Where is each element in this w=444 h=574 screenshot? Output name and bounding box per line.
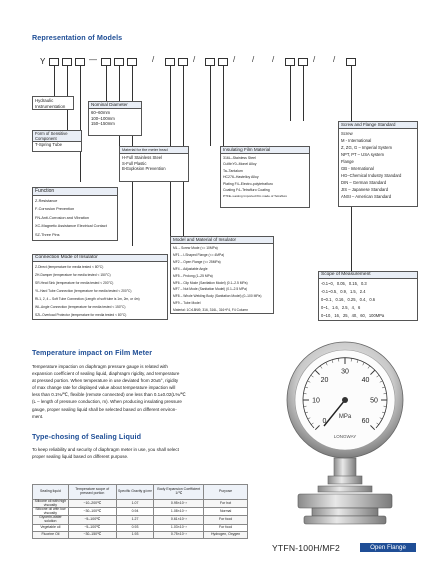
nominal-item: 100–100mm <box>91 115 115 121</box>
code-slash: / <box>233 55 236 64</box>
insulating-item: Coating F4–Tetrafluro Coating <box>223 188 270 193</box>
temperature-line: at pressed portion. When temperature in use deviated from 20±5°, rigidity <box>32 378 179 384</box>
insulating-item: 316L–Stainless Steel <box>223 156 256 160</box>
screw-item: NPT, PT – USA system <box>341 152 384 157</box>
temperature-line: Temperature impaction on diaphragm pressure gauge is related with <box>32 364 168 369</box>
connection-item: RL1, 2, 4 – Soft Tube Connection (Length of soft tube is 1m, 2m, or 4m) <box>35 297 140 301</box>
function-item: Z-Resistance <box>35 199 58 203</box>
meter-head-material-title: Material for the meter head <box>120 147 188 154</box>
gauge-tick-label: 30 <box>341 368 349 376</box>
gauge-tick-label: 10 <box>312 397 320 405</box>
sealing-liquid-table <box>32 484 248 539</box>
connection-item: ZH-Damper (temperature for media tested < 150°C) <box>35 273 111 277</box>
code-box-2 <box>62 58 72 66</box>
table-cell: −10–200℃ <box>68 500 116 508</box>
code-box-11 <box>285 58 295 66</box>
table-row <box>33 524 248 531</box>
code-box-12 <box>298 58 308 66</box>
table-cell: For food <box>204 524 248 531</box>
table-cell: Vegetable oil <box>33 524 69 531</box>
model-item: MF5 – Prolong (1–25 MPa) <box>173 273 213 278</box>
model-insulator-box <box>170 236 274 314</box>
code-slash: / <box>193 55 196 64</box>
model-item: MF4 – Adjustable Angle <box>173 266 208 271</box>
form-component-title: Form of Sensitive Component <box>33 131 81 142</box>
table-cell: −30–150℃ <box>68 531 116 538</box>
temperature-line: gauge, proper sealing liquid shall be selected based on different environ- <box>32 406 177 412</box>
code-box-3 <box>75 58 85 66</box>
temperature-line: (L – length of pressure conduction, m). When producing insulating pressure <box>32 399 182 405</box>
connection-item: YL-Hard Tube Connection (temperature for media tested < 200°C) <box>35 289 132 293</box>
connection-item: SZL-Overload Protector (temperature for media tested < 80°C) <box>35 313 127 317</box>
model-item: MF6 – Clip Mode (Sanitation Model) (0.1–2.5 MPa) <box>173 280 248 285</box>
insulating-item: CuMnY0–Monel Alloy <box>223 162 257 167</box>
material-item: H-Full Stainless Steel <box>122 155 163 160</box>
models-title: Representation of Models <box>32 33 123 42</box>
code-slash: / <box>152 55 155 64</box>
scope-item: -0.1~0.5、0.9、1.5、2.4 <box>321 289 366 295</box>
code-box-10 <box>218 58 228 66</box>
table-cell: 1.08×10⁻³ <box>154 508 204 516</box>
table-row <box>33 531 248 538</box>
connection-mode-title: Connection Mode of Insulator <box>33 255 167 262</box>
code-box-6 <box>127 58 137 66</box>
code-slash: / <box>272 55 275 64</box>
table-row <box>33 508 248 516</box>
code-box-4 <box>101 58 111 66</box>
function-item: FN-Anti-Corrosion and Vibration <box>35 215 89 220</box>
table-cell: 0.95×10⁻³ <box>154 500 204 508</box>
scope-item: -0.1~0、0.05、0.15、0.3 <box>321 281 367 286</box>
column-header: Purpose <box>204 485 248 500</box>
temperature-paragraph <box>32 363 247 420</box>
table-header-row <box>33 485 248 500</box>
hydraulic-line-2: Instrumentation <box>35 103 66 109</box>
model-item: MF7 – Nut Mode (Sanitation Model) (0.1–2.5 MPa) <box>173 287 248 292</box>
code-box-5 <box>114 58 124 66</box>
screw-item: DIN – German Standard <box>341 180 387 185</box>
material-item: S-Full Plastic <box>122 160 147 166</box>
table-row <box>33 516 248 524</box>
meter-head-material-box <box>119 146 189 182</box>
screw-flange-box <box>338 121 418 207</box>
table-cell: −5–100℃ <box>68 524 116 531</box>
code-dash: — <box>89 55 97 64</box>
screw-item: JIS – Japanese Standard <box>341 187 389 192</box>
table-cell: For food <box>204 516 248 524</box>
connection-item: WL-Angle Connection (temperature for media tested < 150°C) <box>35 305 126 309</box>
function-item: SZ-Three Pins <box>35 232 60 237</box>
insulating-item: HC276–Hastelloy Alloy <box>223 175 259 180</box>
screw-item: GB - International <box>341 166 374 171</box>
model-item: ML – Screw Mode (<= 10MPa) <box>173 246 218 250</box>
connection-item: SR-Heat Sink (temperature for media tested < 200°C) <box>35 281 114 285</box>
column-header: Temperature scope of pressed portion <box>68 485 116 500</box>
table-cell: 0.93 <box>116 524 154 531</box>
scope-measurement-title: Scope of Measurement <box>319 272 417 279</box>
gauge-tick-label: 40 <box>361 376 370 384</box>
gauge-unit: MPa <box>338 414 352 420</box>
column-header: Sealing liquid <box>33 485 69 500</box>
nominal-item: 60–60mm <box>91 110 111 115</box>
table-cell: Glycerin-water solution <box>33 516 69 524</box>
code-box-7 <box>165 58 175 66</box>
insulating-film-box <box>220 146 310 208</box>
model-item: MF9 – Tube Model <box>173 301 201 306</box>
nominal-item: 150–150mm <box>91 121 115 127</box>
model-label: YTFN-100H/MF2 <box>272 543 341 553</box>
table-cell: 1.03×10⁻³ <box>154 524 204 531</box>
open-flange-badge: Open Flange <box>360 543 416 552</box>
column-header: Specific Gravity g/cm³ <box>116 485 154 500</box>
table-cell: Fluorine Oil <box>33 531 69 538</box>
function-item: XC-Magnetic Assistance Electrical Contact <box>35 224 107 229</box>
screw-item: Z, ZG, G – Imperial System <box>341 145 392 150</box>
liquid-line: To keep reliability and security of diaphragm meter in use, you shall select <box>32 447 179 452</box>
table-cell: 1.07 <box>116 500 154 508</box>
table-cell: Normal <box>204 508 248 516</box>
table-cell: 0.61×10⁻³ <box>154 516 204 524</box>
table-cell: 0.94 <box>116 508 154 516</box>
screw-item: Flange <box>341 159 354 164</box>
screw-item: ANSI – American Standard <box>341 194 392 199</box>
model-item: Material: 1Cr18Ni9, 316, 316L, 316+F4, F4 Column <box>173 308 249 313</box>
temperature-line: ment. <box>32 413 44 419</box>
table-cell: 1.93 <box>116 531 154 538</box>
screw-item: Screw <box>341 131 353 136</box>
nominal-diameter-title: Nominal Diameter <box>89 102 141 109</box>
insulating-film-title: Insulating Film Material <box>221 147 309 154</box>
gauge-tick-label: 60 <box>361 418 370 426</box>
code-slash: / <box>252 55 255 64</box>
screw-item: HG–Chemical Industry Standard <box>341 173 402 178</box>
function-box <box>32 187 118 241</box>
screw-flange-title: Screw and Flange Standard <box>339 122 417 129</box>
code-box-13 <box>346 58 356 66</box>
code-prefix: Y <box>40 57 46 66</box>
insulating-item: Plating F4–Electro-polytetrafluro <box>223 181 273 186</box>
form-item: T-Spring Tube <box>35 142 62 147</box>
liquid-line: proper sealing liquid based on different purpose. <box>32 454 129 460</box>
function-item: F-Corrosion Prevention <box>35 207 75 212</box>
gauge-tick-label: 0 <box>322 418 327 426</box>
code-box-1 <box>49 58 59 66</box>
connection-mode-box <box>32 254 168 320</box>
insulating-item: Ta–Tantalum <box>223 168 243 173</box>
form-component-box <box>32 130 82 152</box>
scope-item: 0~1、1.6、2.5、4、6 <box>321 305 361 311</box>
nominal-diameter-box <box>88 101 142 136</box>
liquid-title: Type-chosing of Sealing Liquid <box>32 432 142 441</box>
gauge-tick-label: 20 <box>320 376 329 384</box>
insulating-item: PTFE–Lasting Imported film made of Tetrafluro <box>223 194 288 199</box>
code-slash: / <box>333 55 336 64</box>
temperature-line: less than 0.1%/℃, flexible (remote connected) one less than 0.1±0.02(L%/℃ <box>32 392 186 398</box>
table-cell: Silicone oil with high viscosity <box>33 500 69 508</box>
scope-measurement-box <box>318 271 418 321</box>
temperature-line: expansion coefficient of sealing liquid, diaphragm rigidity, and temperature <box>32 371 180 377</box>
table-cell: Hydrogen, Oxygen <box>204 531 248 538</box>
model-item: MF1 – I-Shaped Flange (<= 4MPa) <box>173 252 225 257</box>
code-slash: / <box>313 55 316 64</box>
model-item: MF8 – Whole Welding Body (Sanitation Model) (0–100 MPa) <box>173 294 262 299</box>
temperature-title: Temperature impact on Film Meter <box>32 348 153 357</box>
model-item: MF2 – Open Flange (<= 25MPa) <box>173 259 221 264</box>
table-cell: 1.27 <box>116 516 154 524</box>
table-cell: For hot <box>204 500 248 508</box>
table-cell: Silicone oil with low viscosity <box>33 508 69 516</box>
hydraulic-line-1: Hydraulic <box>35 98 54 103</box>
table-cell: 0.75×10⁻³ <box>154 531 204 538</box>
table-cell: −5–100℃ <box>68 516 116 524</box>
column-header: Body Expansion Coefficient 1/℃ <box>154 485 204 500</box>
material-item: B-Explosion Prevention <box>122 166 166 172</box>
connection-item: Z-Direct (temperature for media tested < 80°C) <box>35 265 104 269</box>
code-box-8 <box>178 58 188 66</box>
temperature-line: of max change rate for displayed value about temperature impaction will <box>32 385 176 391</box>
table-cell: −30–100℃ <box>68 508 116 516</box>
screw-item: M - International <box>341 138 372 143</box>
model-insulator-title: Model and Material of Insulator <box>171 237 273 244</box>
pressure-gauge-image <box>270 340 420 535</box>
hydraulic-box <box>32 96 74 110</box>
liquid-paragraph <box>32 446 247 460</box>
scope-item: 0~0.1、0.16、0.25、0.4、0.6 <box>321 297 376 303</box>
gauge-tick-label: 50 <box>370 397 378 405</box>
scope-item: 0~10、16、25、40、60、100MPa <box>321 313 385 319</box>
gauge-brand: LONGWAY <box>333 434 357 439</box>
code-box-9 <box>205 58 215 66</box>
function-title: Function <box>33 188 117 196</box>
